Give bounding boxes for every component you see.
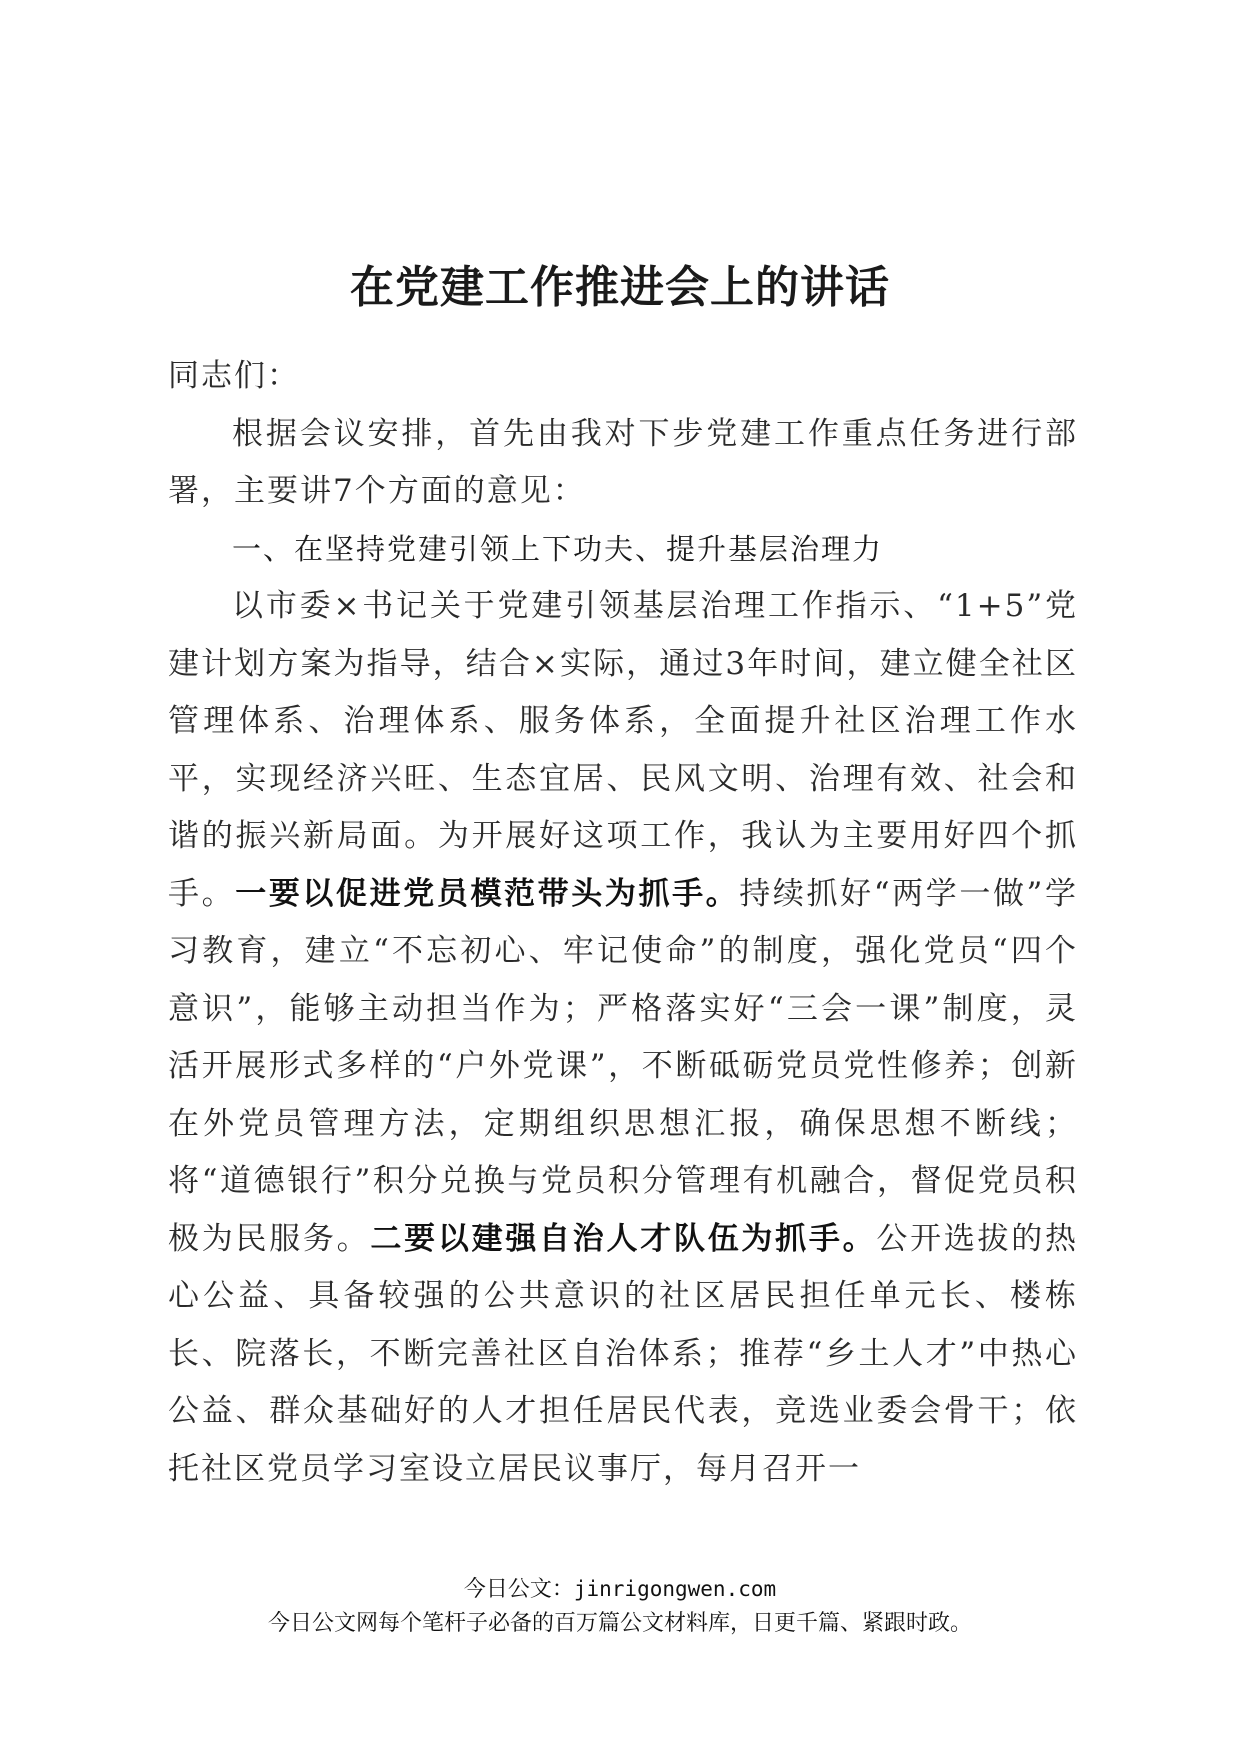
paragraph-text: 公开选拔的热心公益、具备较强的公共意识的社区居民担任单元长、楼栋长、院落长，不断完善社区自治体系；推荐“乡土人才”中热心公益、群众基础好的人才担任居民代表，竞选业委会骨干；依托社区党员学习室设立居民议事厅，每月召开一 <box>168 1220 1079 1487</box>
intro-paragraph: 根据会议安排，首先由我对下步党建工作重点任务进行部署，主要讲7个方面的意见： <box>168 415 1078 509</box>
document-body <box>168 348 1078 1498</box>
document-title: 在党建工作推进会上的讲话 <box>350 262 890 314</box>
bold-point-2: 二要以建强自治人才队伍为抓手。 <box>370 1220 877 1257</box>
salutation: 同志们： <box>168 358 300 394</box>
paragraph-text: 以市委×书记关于党建引领基层治理工作指示、“1+5”党建计划方案为指导，结合×实际，通过3年时间，建立健全社区管理体系、治理体系、服务体系，全面提升社区治理工作水平，实现经济兴旺、生态宜居、民风文明、治理有效、社会和谐的振兴新局面。为开展好这项工作，我认为主要用好四个抓手。 <box>168 588 1078 912</box>
section-1-paragraph <box>168 578 1078 1498</box>
section-heading-1: 一、在坚持党建引领上下功夫、提升基层治理力 <box>232 531 884 566</box>
footer-slogan: 今日公文网每个笔杆子必备的百万篇公文材料库，日更千篇、紧跟时政。 <box>267 1611 972 1636</box>
footer-site-line <box>0 1572 1240 1603</box>
bold-point-1: 一要以促进党员模范带头为抓手。 <box>235 875 740 912</box>
footer-site-url[interactable]: jinrigongwen.com <box>573 1577 777 1601</box>
paragraph-text: 持续抓好“两学一做”学习教育，建立“不忘初心、牢记使命”的制度，强化党员“四个意识”，能够主动担当作为；严格落实好“三会一课”制度，灵活开展形式多样的“户外党课”，不断砥砺党员党性修养；创新在外党员管理方法，定期组织思想汇报，确保思想不断线；将“道德银行”积分兑换与党员积分管理有机融合，督促党员积极为民服务。 <box>168 875 1079 1257</box>
footer-site-label: 今日公文： <box>463 1577 574 1602</box>
